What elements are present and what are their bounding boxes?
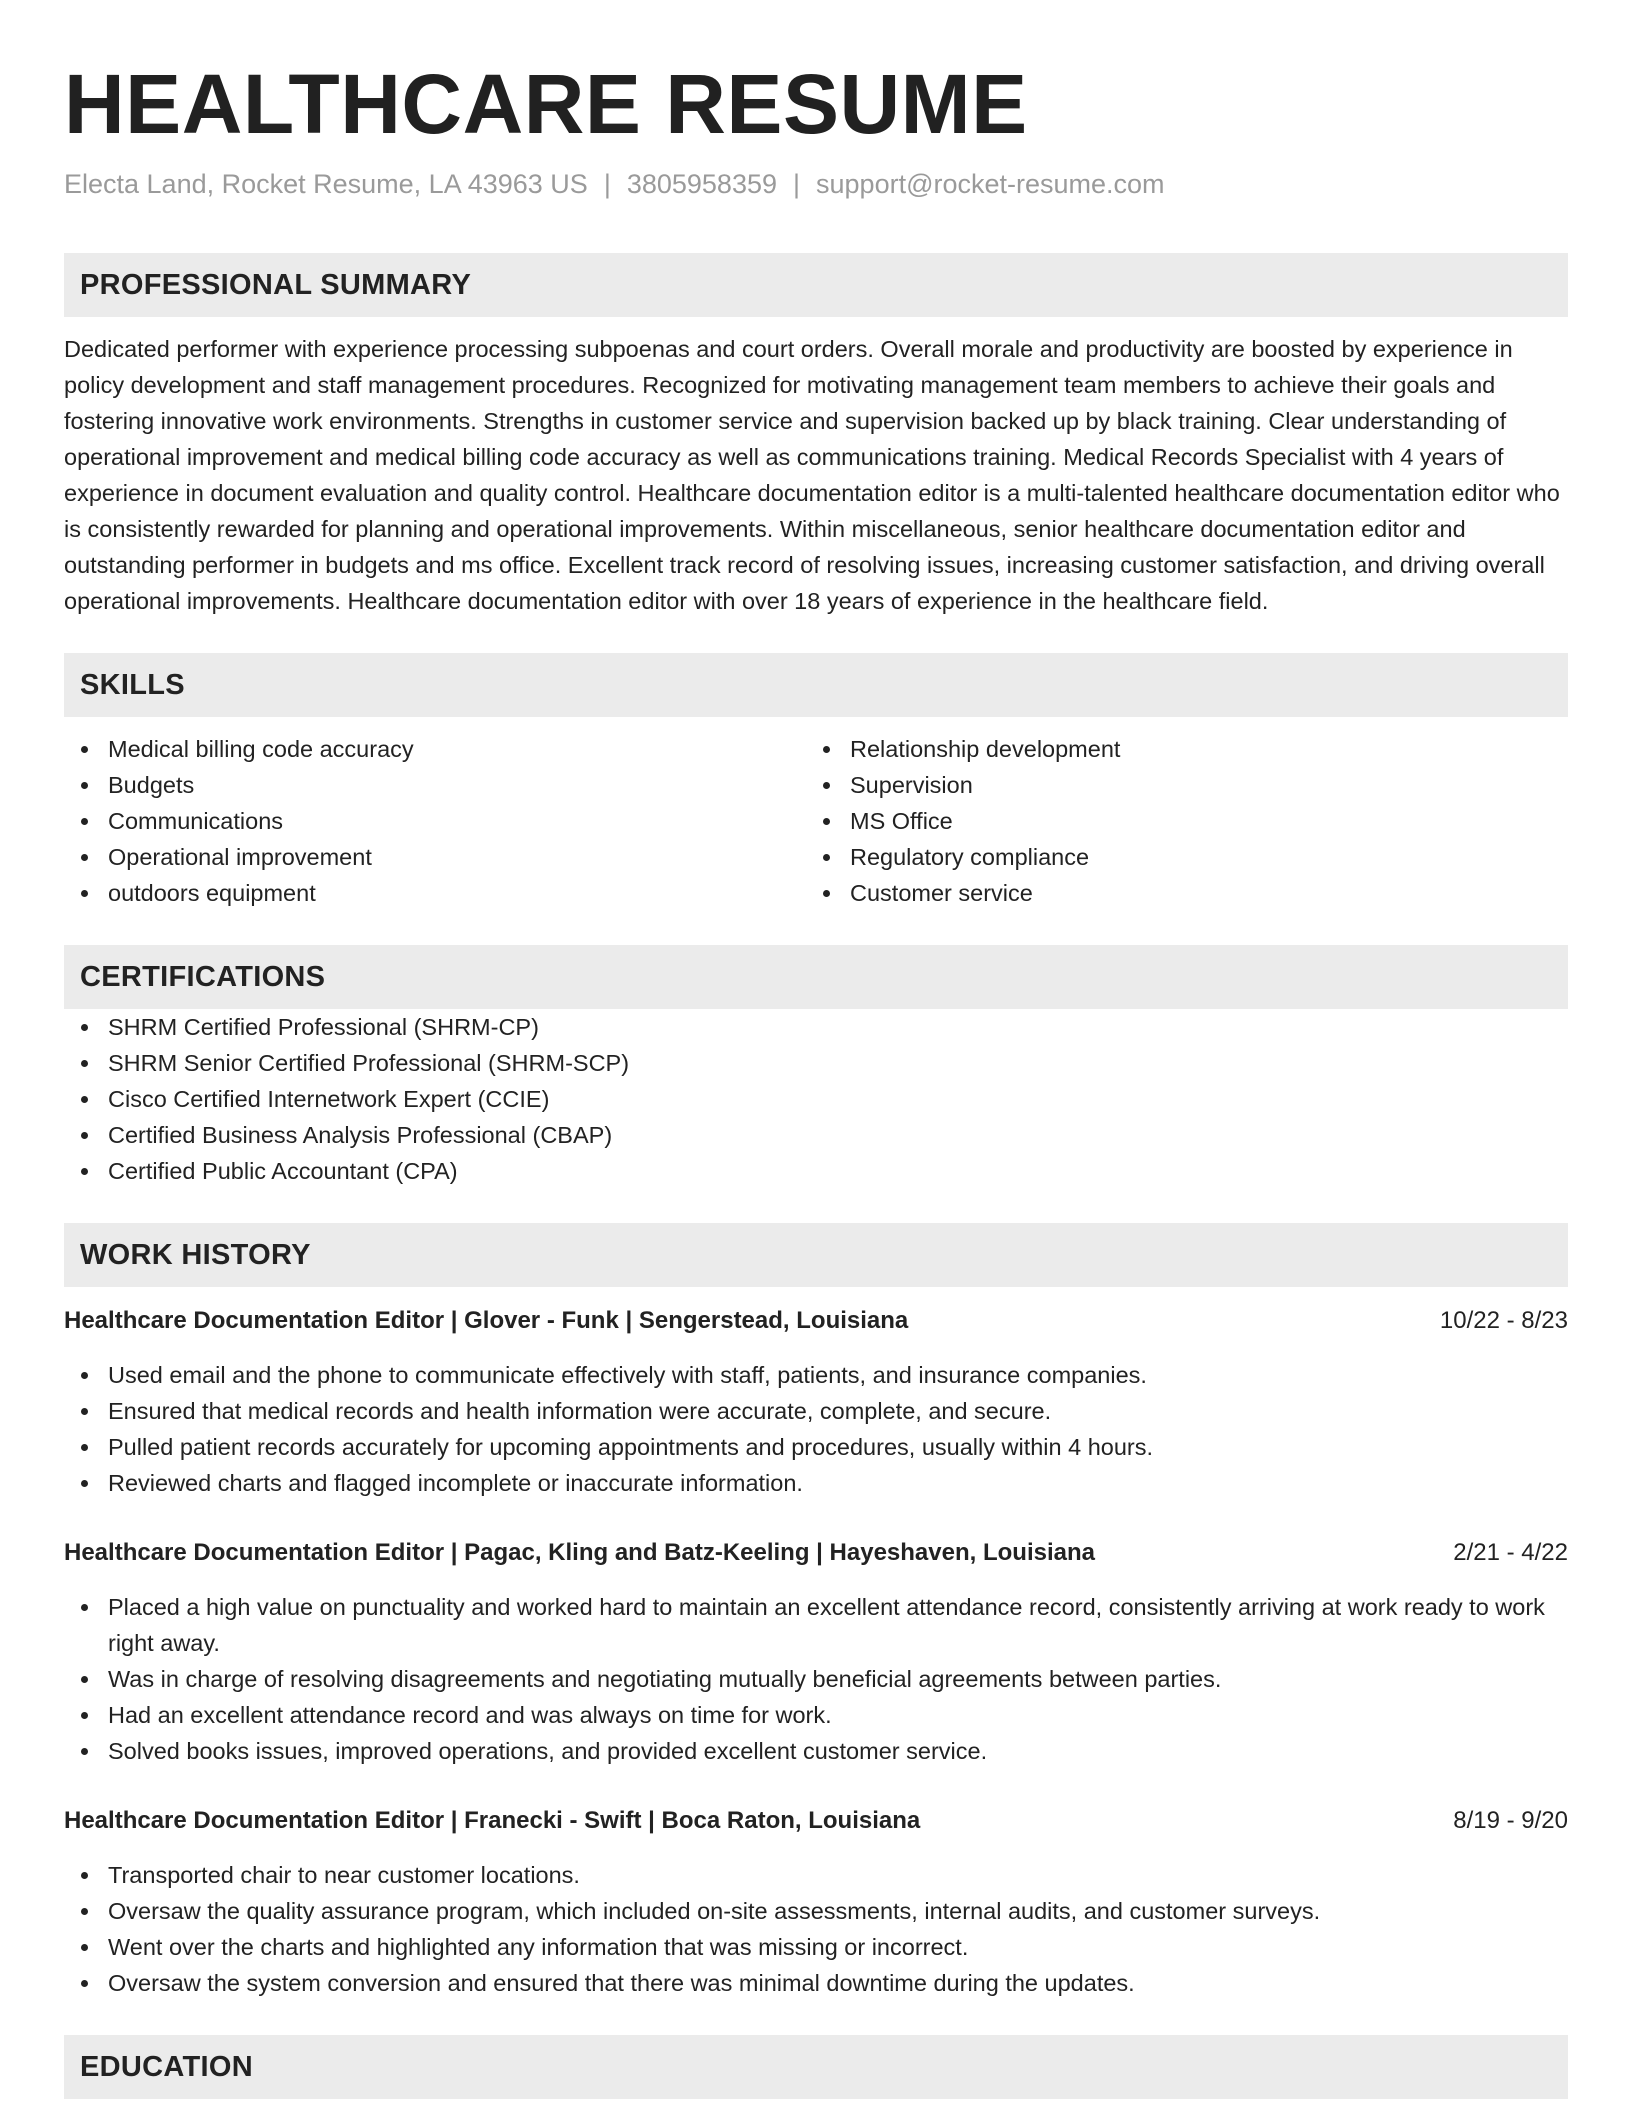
job-dates: 10/22 - 8/23 bbox=[1439, 1307, 1568, 1334]
job-title: Healthcare Documentation Editor | Franecki - Swift | Boca Raton, Louisiana bbox=[64, 1807, 921, 1834]
certification-item: Cisco Certified Internetwork Expert (CCIE) bbox=[64, 1081, 1568, 1117]
job-dates: 8/19 - 9/20 bbox=[1453, 1807, 1568, 1834]
job-duty-item: Was in charge of resolving disagreements and negotiating mutually beneficial agreements between parties. bbox=[64, 1661, 1568, 1697]
skill-item: Operational improvement bbox=[64, 839, 806, 875]
section-heading-work-history: WORK HISTORY bbox=[64, 1223, 1568, 1287]
job-duty-item: Had an excellent attendance record and was always on time for work. bbox=[64, 1697, 1568, 1733]
skill-item: Medical billing code accuracy bbox=[64, 731, 806, 767]
job-duty-item: Used email and the phone to communicate effectively with staff, patients, and insurance companies. bbox=[64, 1357, 1568, 1393]
job-header bbox=[64, 1803, 1568, 1839]
section-heading-professional-summary: PROFESSIONAL SUMMARY bbox=[64, 253, 1568, 317]
job-title: Healthcare Documentation Editor | Glover - Funk | Sengerstead, Louisiana bbox=[64, 1307, 909, 1334]
skill-item: outdoors equipment bbox=[64, 875, 806, 911]
professional-summary-text: Dedicated performer with experience processing subpoenas and court orders. Overall morale and productivity are boosted by experience in policy development and staff management procedures. Recognized for motivating management team members to achieve their goals and fostering innovative work environments. Strengths in customer service and supervision backed up by black training. Clear understanding of operational improvement and medical billing code accuracy as well as communications training. Medical Records Specialist with 4 years of experience in document evaluation and quality control. Healthcare documentation editor is a multi-talented healthcare documentation editor who is consistently rewarded for planning and operational improvements. Within miscellaneous, senior healthcare documentation editor and outstanding performer in budgets and ms office. Excellent track record of resolving issues, increasing customer satisfaction, and driving overall operational improvements. Healthcare documentation editor with over 18 years of experience in the healthcare field. bbox=[64, 336, 1560, 614]
skill-item: Communications bbox=[64, 803, 806, 839]
job-duty-item: Pulled patient records accurately for upcoming appointments and procedures, usually within 4 hours. bbox=[64, 1429, 1568, 1465]
skills-list bbox=[64, 731, 1568, 911]
certification-item: SHRM Senior Certified Professional (SHRM-SCP) bbox=[64, 1045, 1568, 1081]
skills-column-right bbox=[806, 731, 1548, 911]
skill-item: Regulatory compliance bbox=[806, 839, 1548, 875]
job-duties-list bbox=[64, 1357, 1568, 1501]
job-duty-item: Went over the charts and highlighted any information that was missing or incorrect. bbox=[64, 1929, 1568, 1965]
certification-item: Certified Public Accountant (CPA) bbox=[64, 1153, 1568, 1189]
job-duty-item: Reviewed charts and flagged incomplete or inaccurate information. bbox=[64, 1465, 1568, 1501]
certification-item: SHRM Certified Professional (SHRM-CP) bbox=[64, 1009, 1568, 1045]
section-heading-skills: SKILLS bbox=[64, 653, 1568, 717]
job-duty-item: Ensured that medical records and health information were accurate, complete, and secure. bbox=[64, 1393, 1568, 1429]
contact-address: Electa Land, Rocket Resume, LA 43963 US bbox=[64, 169, 588, 199]
job-duty-item: Transported chair to near customer locations. bbox=[64, 1857, 1568, 1893]
certifications-list bbox=[64, 1009, 1568, 1189]
job-duty-item: Oversaw the quality assurance program, which included on-site assessments, internal audits, and customer surveys. bbox=[64, 1893, 1568, 1929]
contact-line bbox=[64, 166, 1568, 202]
job-title: Healthcare Documentation Editor | Pagac, Kling and Batz-Keeling | Hayeshaven, Louisiana bbox=[64, 1539, 1095, 1566]
job-duties-list bbox=[64, 1857, 1568, 2001]
contact-phone: 3805958359 bbox=[626, 169, 777, 199]
skill-item: Customer service bbox=[806, 875, 1548, 911]
job-entry bbox=[64, 1535, 1568, 1769]
job-entry bbox=[64, 1803, 1568, 2001]
section-heading-education: EDUCATION bbox=[64, 2035, 1568, 2099]
skill-item: MS Office bbox=[806, 803, 1548, 839]
job-header bbox=[64, 1535, 1568, 1571]
skill-item: Budgets bbox=[64, 767, 806, 803]
job-duty-item: Oversaw the system conversion and ensured that there was minimal downtime during the updates. bbox=[64, 1965, 1568, 2001]
job-duty-item: Solved books issues, improved operations, and provided excellent customer service. bbox=[64, 1733, 1568, 1769]
contact-separator: | bbox=[793, 169, 801, 199]
section-heading-certifications: CERTIFICATIONS bbox=[64, 945, 1568, 1009]
job-dates: 2/21 - 4/22 bbox=[1453, 1539, 1568, 1566]
contact-email: support@rocket-resume.com bbox=[816, 169, 1165, 199]
skill-item: Relationship development bbox=[806, 731, 1548, 767]
certification-item: Certified Business Analysis Professional (CBAP) bbox=[64, 1117, 1568, 1153]
job-entry bbox=[64, 1303, 1568, 1501]
job-duties-list bbox=[64, 1589, 1568, 1769]
job-duty-item: Placed a high value on punctuality and worked hard to maintain an excellent attendance record, consistently arriving at work ready to work right away. bbox=[64, 1589, 1568, 1661]
resume-title: HEALTHCARE RESUME bbox=[64, 57, 1028, 151]
skill-item: Supervision bbox=[806, 767, 1548, 803]
skills-column-left bbox=[64, 731, 806, 911]
contact-separator: | bbox=[603, 169, 611, 199]
job-header bbox=[64, 1303, 1568, 1339]
